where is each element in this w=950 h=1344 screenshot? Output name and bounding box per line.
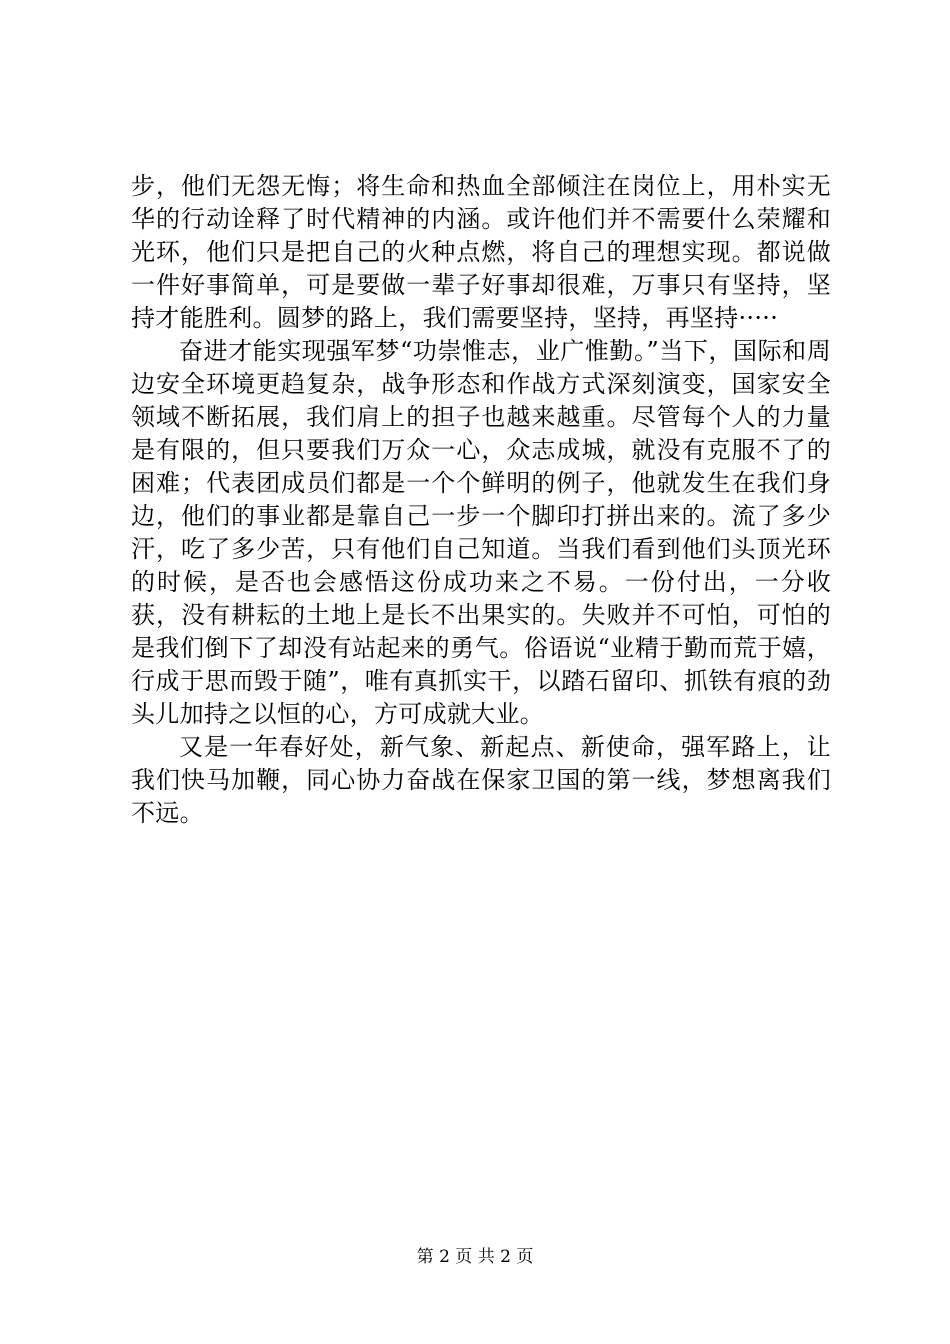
- document-body: [131, 170, 831, 830]
- paragraph-1: 步，他们无怨无悔；将生命和热血全部倾注在岗位上，用朴实无华的行动诠释了时代精神的内涵。或许他们并不需要什么荣耀和光环，他们只是把自己的火种点燃，将自己的理想实现。都说做一件好事简单，可是要做一辈子好事却很难，万事只有坚持，坚持才能胜利。圆梦的路上，我们需要坚持，坚持，再坚持·····: [131, 172, 831, 332]
- page-number-footer: 第 2 页 共 2 页: [416, 1247, 534, 1267]
- paragraph-3: 又是一年春好处，新气象、新起点、新使命，强军路上，让我们快马加鞭，同心协力奋战在保家卫国的第一线，梦想离我们不远。: [131, 733, 831, 827]
- paragraph-2: 奋进才能实现强军梦“功崇惟志，业广惟勤。”当下，国际和周边安全环境更趋复杂，战争形态和作战方式深刻演变，国家安全领域不断拓展，我们肩上的担子也越来越重。尽管每个人的力量是有限的，但只要我们万众一心，众志成城，就没有克服不了的困难；代表团成员们都是一个个鲜明的例子，他就发生在我们身边，他们的事业都是靠自己一步一个脚印打拼出来的。流了多少汗，吃了多少苦，只有他们自己知道。当我们看到他们头顶光环的时候，是否也会感悟这份成功来之不易。一份付出，一分收获，没有耕耘的土地上是长不出果实的。失败并不可怕，可怕的是我们倒下了却没有站起来的勇气。俗语说“业精于勤而荒于嬉，行成于思而毁于随”，唯有真抓实干，以踏石留印、抓铁有痕的劲头儿加持之以恒的心，方可成就大业。: [131, 337, 831, 728]
